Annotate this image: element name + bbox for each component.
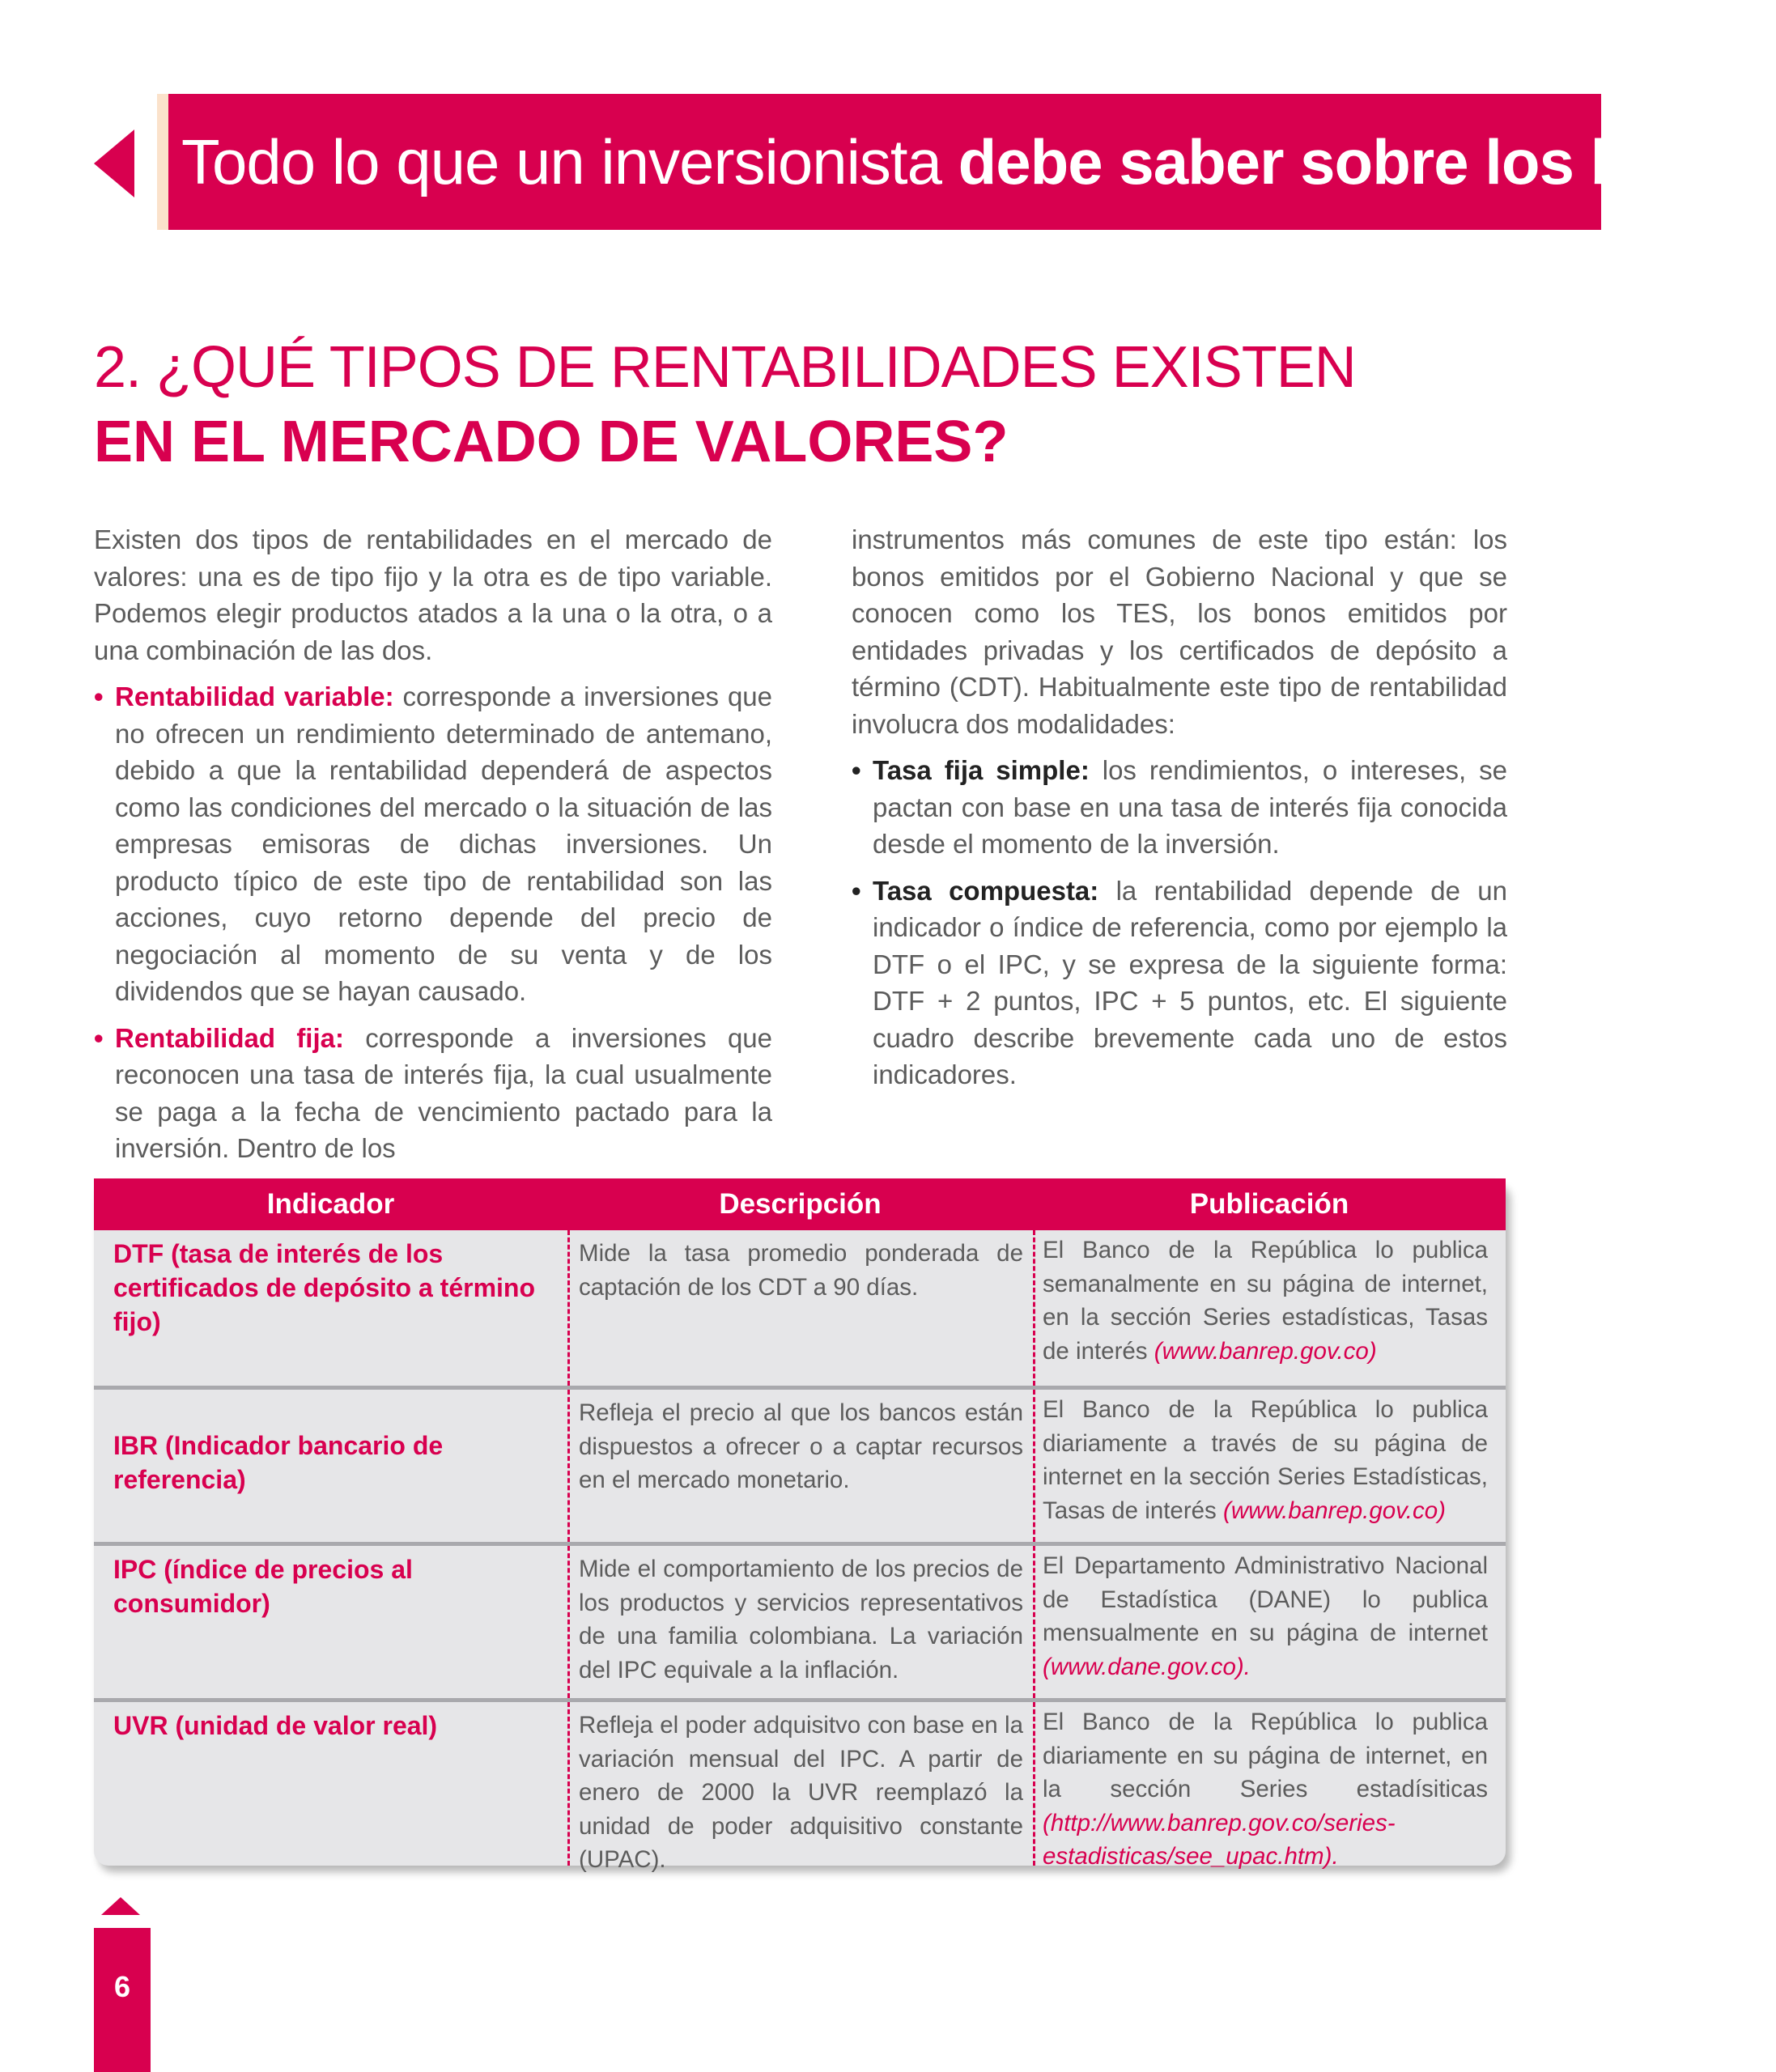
- page-number: 6: [113, 1970, 131, 2003]
- header-arrow: [94, 130, 134, 197]
- bullet-term: Tasa compuesta:: [873, 875, 1099, 906]
- bullet-dot: •: [94, 681, 104, 711]
- bullet-text: la rentabilidad depende de un indicador o índice de referencia, como por ejemplo la DTF o el IPC, y se expresa de la siguiente forma: DTF + 2 puntos, IPC + 5 puntos, etc. El siguiente cuadro describe brevemente cada uno de estos indicadores.: [873, 875, 1507, 1089]
- indicator-cell: DTF (tasa de interés de los certificados de depósito a término fijo): [113, 1239, 535, 1336]
- bullet-dot: •: [852, 755, 861, 785]
- header-publicacion: Publicación: [1189, 1188, 1349, 1220]
- publication-text: El Banco de la República lo publica semanalmente en su página de internet, en la sección Series estadísticas, Tasas de interés: [1043, 1237, 1488, 1365]
- table-header: [94, 1178, 1506, 1230]
- description-cell: Mide la tasa promedio ponderada de captación de los CDT a 90 días.: [567, 1230, 1033, 1386]
- bullet-text: los rendimientos, o intereses, se pactan con base en una tasa de interés fija conocida desde el momento de la inversión.: [873, 755, 1507, 859]
- table-row-ipc: [94, 1542, 1506, 1698]
- page-tab-arrow: [101, 1897, 140, 1915]
- bullet-tasa-fija-simple: [852, 752, 1507, 863]
- publication-text: El Departamento Administrativo Nacional de Estadística (DANE) lo publica mensualmente en su página de internet: [1043, 1552, 1488, 1646]
- indicators-table: [94, 1178, 1506, 1873]
- bullet-dot: •: [94, 1022, 104, 1053]
- publication-text: El Banco de la República lo publica diariamente a través de su página de internet en la sección Series Estadísticas, Tasas de interés: [1043, 1396, 1488, 1524]
- header-banner: [168, 94, 1776, 230]
- header-title-light: Todo lo que un inversionista: [181, 125, 958, 197]
- bullet-term: Tasa fija simple:: [873, 755, 1090, 785]
- bullet-rentabilidad-fija: [94, 1020, 772, 1167]
- indicator-cell: UVR (unidad de valor real): [113, 1711, 438, 1740]
- table-row-dtf: [94, 1230, 1506, 1386]
- bullet-rentabilidad-variable: [94, 678, 772, 1010]
- indicator-cell: IPC (índice de precios al consumidor): [113, 1555, 413, 1618]
- indicator-cell: IBR (Indicador bancario de referencia): [113, 1431, 444, 1494]
- section-title-line1: 2. ¿QUÉ TIPOS DE RENTABILIDADES EXISTEN: [94, 335, 1356, 400]
- publication-link[interactable]: (www.banrep.gov.co): [1223, 1497, 1446, 1524]
- right-column: [852, 521, 1507, 1103]
- bullet-term: Rentabilidad variable:: [115, 681, 394, 711]
- description-cell: Mide el comportamiento de los precios de los productos y servicios representativos de una familia colombiana. La variación del IPC equivale a la inflación.: [567, 1546, 1033, 1698]
- bullet-term: Rentabilidad fija:: [115, 1022, 344, 1053]
- bullet-text: corresponde a inversiones que reconocen una tasa de interés fija, la cual usualmente se paga a la fecha de vencimiento pactado para la inversión. Dentro de los: [115, 1022, 773, 1163]
- table-row-ibr: [94, 1386, 1506, 1542]
- bullet-text: corresponde a inversiones que no ofrecen un rendimiento determinado de antemano, debido a que la rentabilidad dependerá de aspectos como las condiciones del mercado o la situación de las empresas emisoras de dichas inversiones. Un producto típico de este tipo de rentabilidad son las acciones, cuyo retorno depende del precio de negociación al momento de su venta y de los dividendos que se hayan causado.: [115, 681, 772, 1006]
- table-row-uvr: [94, 1698, 1506, 1873]
- publication-text: El Banco de la República lo publica diariamente en su página de internet, en la sección Series estadísiticas: [1043, 1709, 1488, 1802]
- publication-link[interactable]: (www.banrep.gov.co): [1154, 1337, 1377, 1365]
- section-title-line2: EN EL MERCADO DE VALORES?: [94, 410, 1009, 474]
- header-title-bold: debe saber sobre los bonos: [958, 125, 1776, 197]
- header-descripcion: Descripción: [719, 1188, 882, 1220]
- bullet-dot: •: [852, 875, 861, 906]
- section-heading: [94, 330, 1356, 479]
- publication-link[interactable]: (www.dane.gov.co).: [1043, 1653, 1251, 1680]
- publication-cell: [1033, 1390, 1506, 1542]
- description-cell: Refleja el precio al que los bancos están dispuestos a ofrecer o a captar recursos en el mercado monetario.: [567, 1390, 1033, 1542]
- description-cell: Refleja el poder adquisitvo con base en la variación mensual del IPC. A partir de enero de 2000 la UVR reemplazó la unidad de poder adquisitivo constante (UPAC).: [567, 1702, 1033, 1866]
- header-title: [181, 125, 1776, 199]
- right-intro: instrumentos más comunes de este tipo están: los bonos emitidos por el Gobierno Nacional y que se conocen como los TES, los bonos emitidos por entidades privadas y los certificados de depósito a término (CDT). Habitualmente este tipo de rentabilidad involucra dos modalidades:: [852, 524, 1507, 739]
- publication-cell: [1033, 1230, 1506, 1386]
- bullet-tasa-compuesta: [852, 873, 1507, 1093]
- header-indicador: Indicador: [266, 1188, 395, 1220]
- publication-cell: [1033, 1546, 1506, 1698]
- publication-link[interactable]: (http://www.banrep.gov.co/series-estadisticas/see_upac.htm).: [1043, 1809, 1396, 1870]
- left-intro: Existen dos tipos de rentabilidades en el mercado de valores: una es de tipo fijo y la otra es de tipo variable. Podemos elegir productos atados a la una o la otra, o a una combinación de las dos.: [94, 524, 772, 665]
- publication-cell: [1033, 1702, 1506, 1870]
- left-column: [94, 521, 772, 1177]
